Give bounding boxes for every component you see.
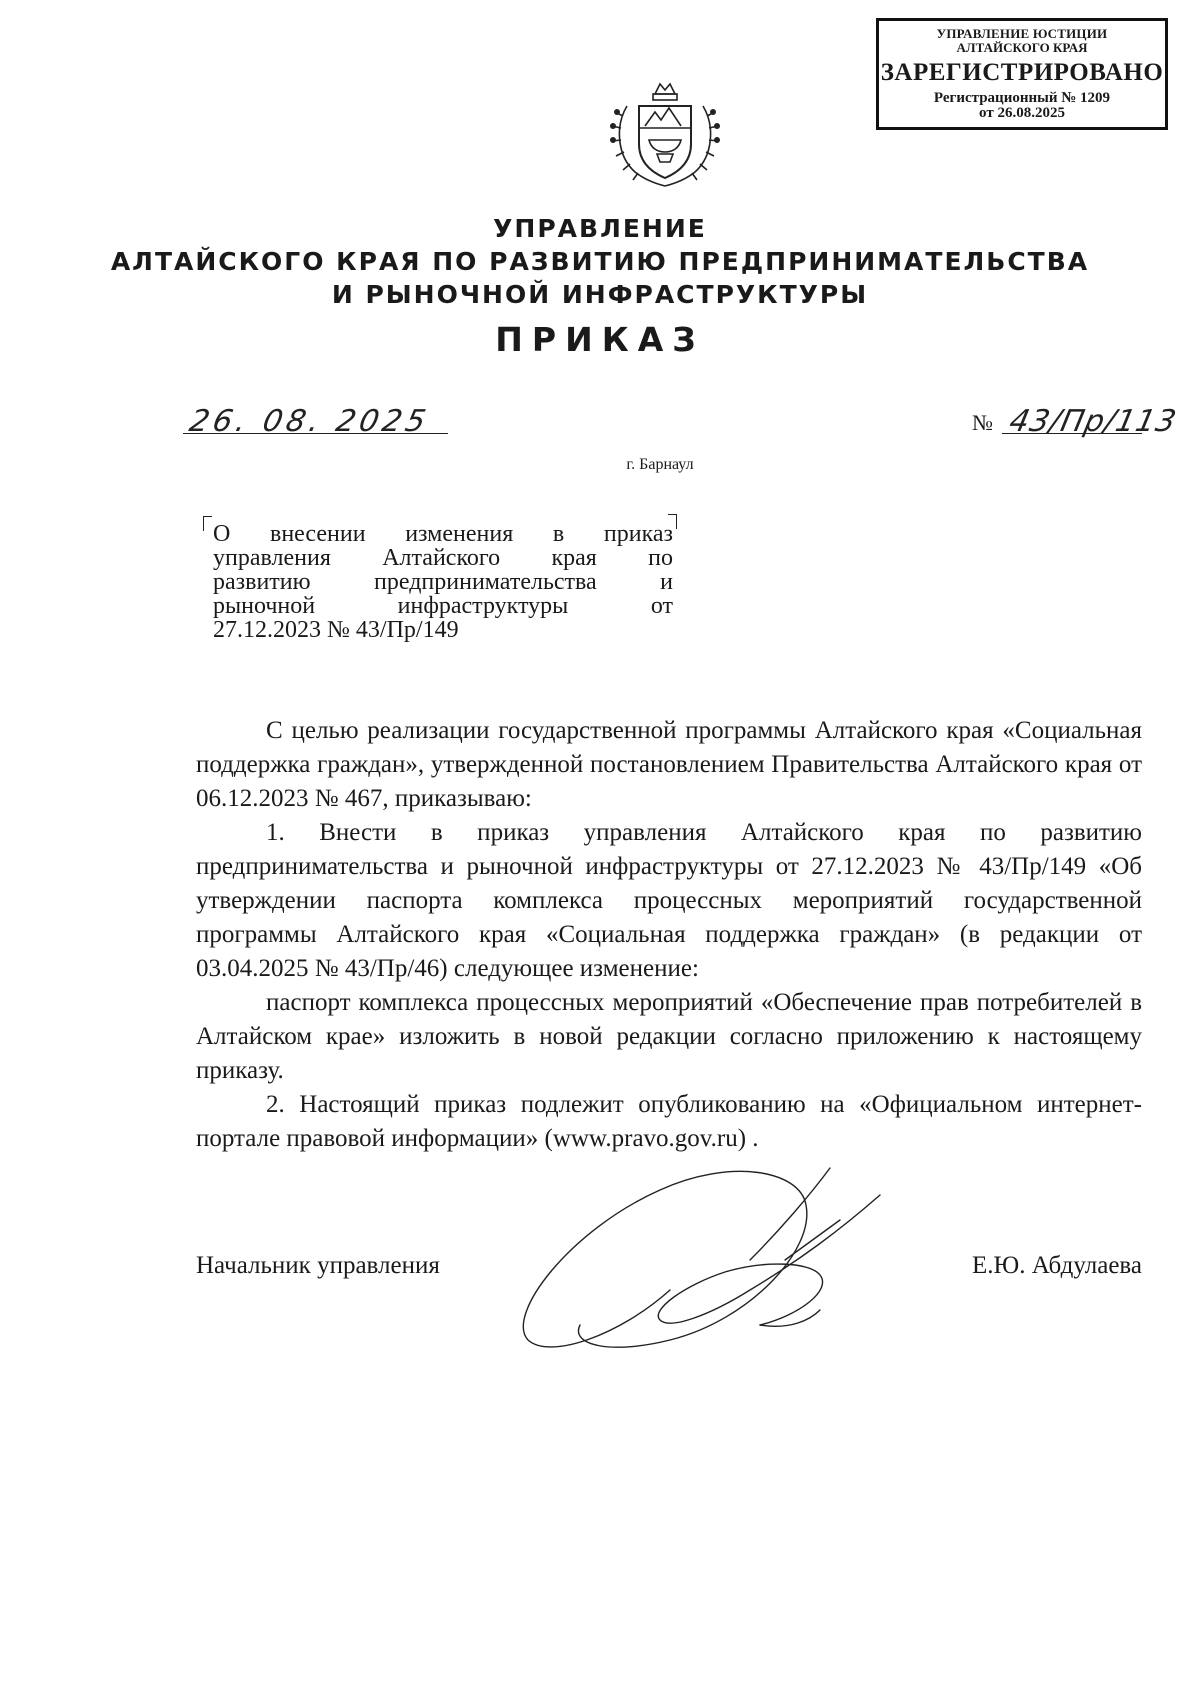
clause-2-paragraph: 2. Настоящий приказ подлежит опубликованию на «Официальном интернет-портале правовой информации» (www.pravo.gov.ru) . — [196, 1091, 1142, 1152]
preamble-paragraph: С целью реализации государственной программы Алтайского края «Социальная поддержка граждан», утвержденной постановлением Правительства Алтайского края от 06.12.2023 № 467, приказываю: — [196, 717, 1142, 812]
signatory-position: Начальник управления — [196, 1252, 440, 1279]
stamp-authority-line2: АЛТАЙСКОГО КРАЯ — [956, 39, 1088, 55]
subject-bracket-left — [203, 516, 212, 531]
stamp-status: ЗАРЕГИСТРИРОВАНО — [880, 59, 1164, 87]
number-underline — [1002, 433, 1142, 434]
signatory-name: Е.Ю. Абдулаева — [972, 1252, 1142, 1279]
header-line-1: УПРАВЛЕНИЕ — [493, 214, 707, 243]
subject-line: рыночной инфраструктуры от — [213, 593, 673, 619]
subject-line: 27.12.2023 № 43/Пр/149 — [213, 617, 459, 643]
document-title: ПРИКАЗ — [495, 320, 705, 359]
order-body — [196, 714, 1142, 1156]
stamp-reg-date: от 26.08.2025 — [979, 105, 1065, 122]
registration-stamp — [876, 18, 1168, 130]
order-date: 26. 08. 2025 — [186, 404, 433, 439]
stamp-reg-number: Регистрационный № 1209 — [933, 89, 1111, 106]
city: г. Барнаул — [626, 456, 694, 473]
handwritten-signature — [510, 1150, 930, 1360]
subject-line: О внесении изменения в приказ — [213, 521, 673, 547]
date-underline — [183, 433, 448, 434]
number-sign: № — [972, 410, 993, 435]
header-line-2: АЛТАЙСКОГО КРАЯ ПО РАЗВИТИЮ ПРЕДПРИНИМАТЕЛЬСТВА — [110, 247, 1090, 276]
order-number: 43/Пр/113 — [1006, 404, 1180, 439]
order-subject — [213, 522, 673, 642]
stamp-authority-line1: УПРАВЛЕНИЕ ЮСТИЦИИ — [936, 26, 1108, 41]
header-line-3: И РЫНОЧНОЙ ИНФРАСТРУКТУРЫ — [331, 280, 869, 309]
subject-line: управления Алтайского края по — [213, 545, 673, 571]
clause-1-content-paragraph: паспорт комплекса процессных мероприятий «Обеспечение прав потребителей в Алтайском крае» изложить в новой редакции согласно приложению к настоящему приказу. — [196, 989, 1142, 1084]
coat-of-arms-icon — [605, 76, 725, 188]
clause-1-paragraph: 1. Внести в приказ управления Алтайского края по развитию предпринимательства и рыночной инфраструктуры от 27.12.2023 № 43/Пр/149 «Об утверждении паспорта комплекса процессных мероприятий государственной программы Алтайского края «Социальная поддержка граждан» (в редакции от 03.04.2025 № 43/Пр/46) следующее изменение: — [196, 819, 1142, 982]
subject-line: развитию предпринимательства и — [213, 569, 673, 595]
